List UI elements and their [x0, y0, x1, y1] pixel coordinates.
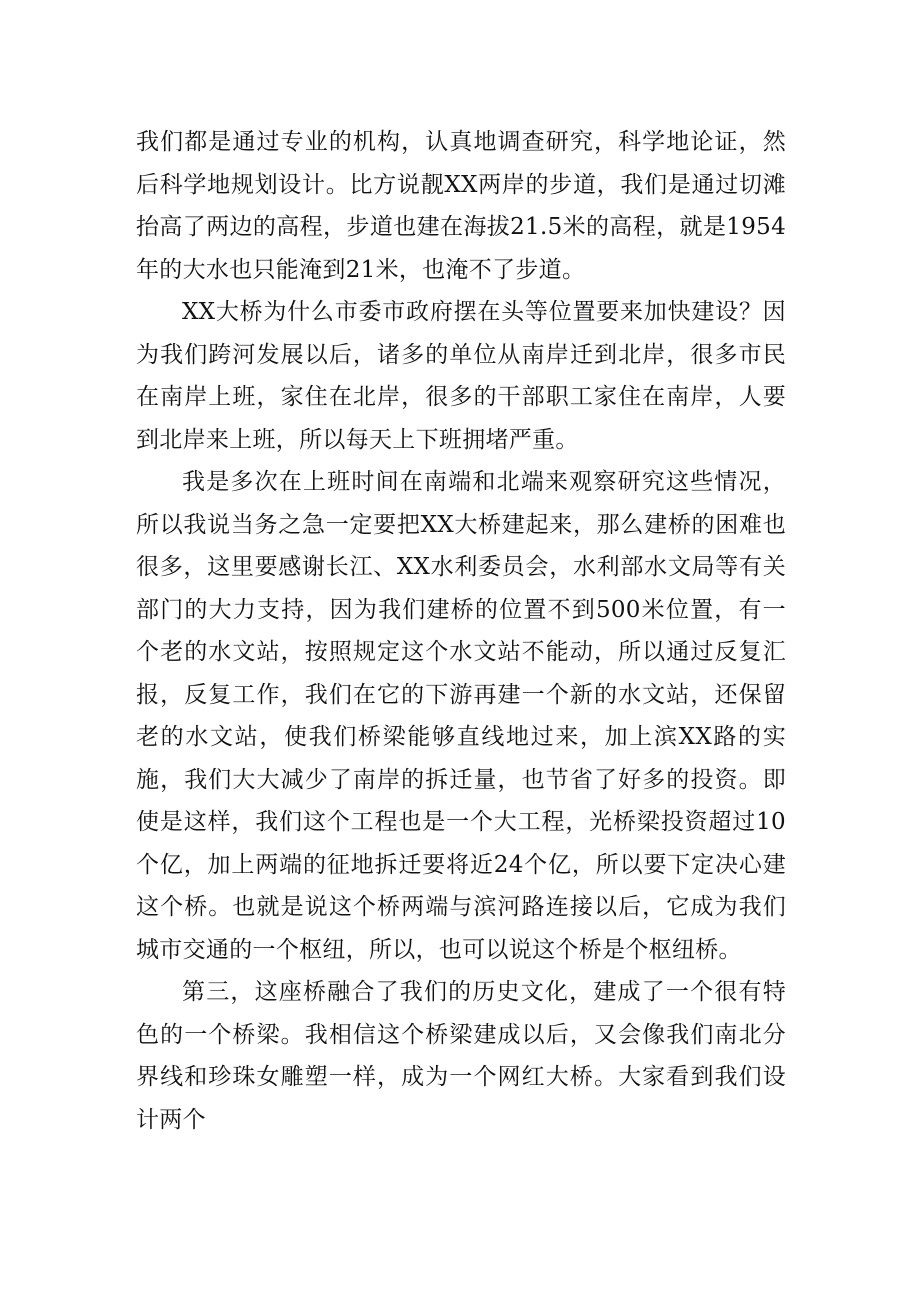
- paragraph-3: 我是多次在上班时间在南端和北端来观察研究这些情况，所以我说当务之急一定要把XX大桥建起来，那么建桥的困难也很多，这里要感谢长江、XX水利委员会，水利部水文局等有关部门的大力支持，因为我们建桥的位置不到500米位置，有一个老的水文站，按照规定这个水文站不能动，所以通过反复汇报，反复工作，我们在它的下游再建一个新的水文站，还保留老的水文站，使我们桥梁能够直线地过来，加上滨XX路的实施，我们大大减少了南岸的拆迁量，也节省了好多的投资。即使是这样，我们这个工程也是一个大工程，光桥梁投资超过10个亿，加上两端的征地拆迁要将近24个亿，所以要下定决心建这个桥。也就是说这个桥两端与滨河路连接以后，它成为我们城市交通的一个枢纽，所以，也可以说这个桥是个枢纽桥。: [136, 469, 786, 963]
- paragraph-1: 我们都是通过专业的机构，认真地调查研究，科学地论证，然后科学地规划设计。比方说靓XX两岸的步道，我们是通过切滩抬高了两边的高程，步道也建在海拔21.5米的高程，就是1954年的大水也只能淹到21米，也淹不了步道。: [136, 129, 786, 283]
- paragraph-4: 第三，这座桥融合了我们的历史文化，建成了一个很有特色的一个桥梁。我相信这个桥梁建成以后，又会像我们南北分界线和珍珠女雕塑一样，成为一个网红大桥。大家看到我们设计两个: [136, 979, 786, 1133]
- paragraph-2: XX大桥为什么市委市政府摆在头等位置要来加快建设？因为我们跨河发展以后，诸多的单位从南岸迁到北岸，很多市民在南岸上班，家住在北岸，很多的干部职工家住在南岸，人要到北岸来上班，所以每天上下班拥堵严重。: [136, 299, 786, 453]
- document-body: [136, 121, 786, 1141]
